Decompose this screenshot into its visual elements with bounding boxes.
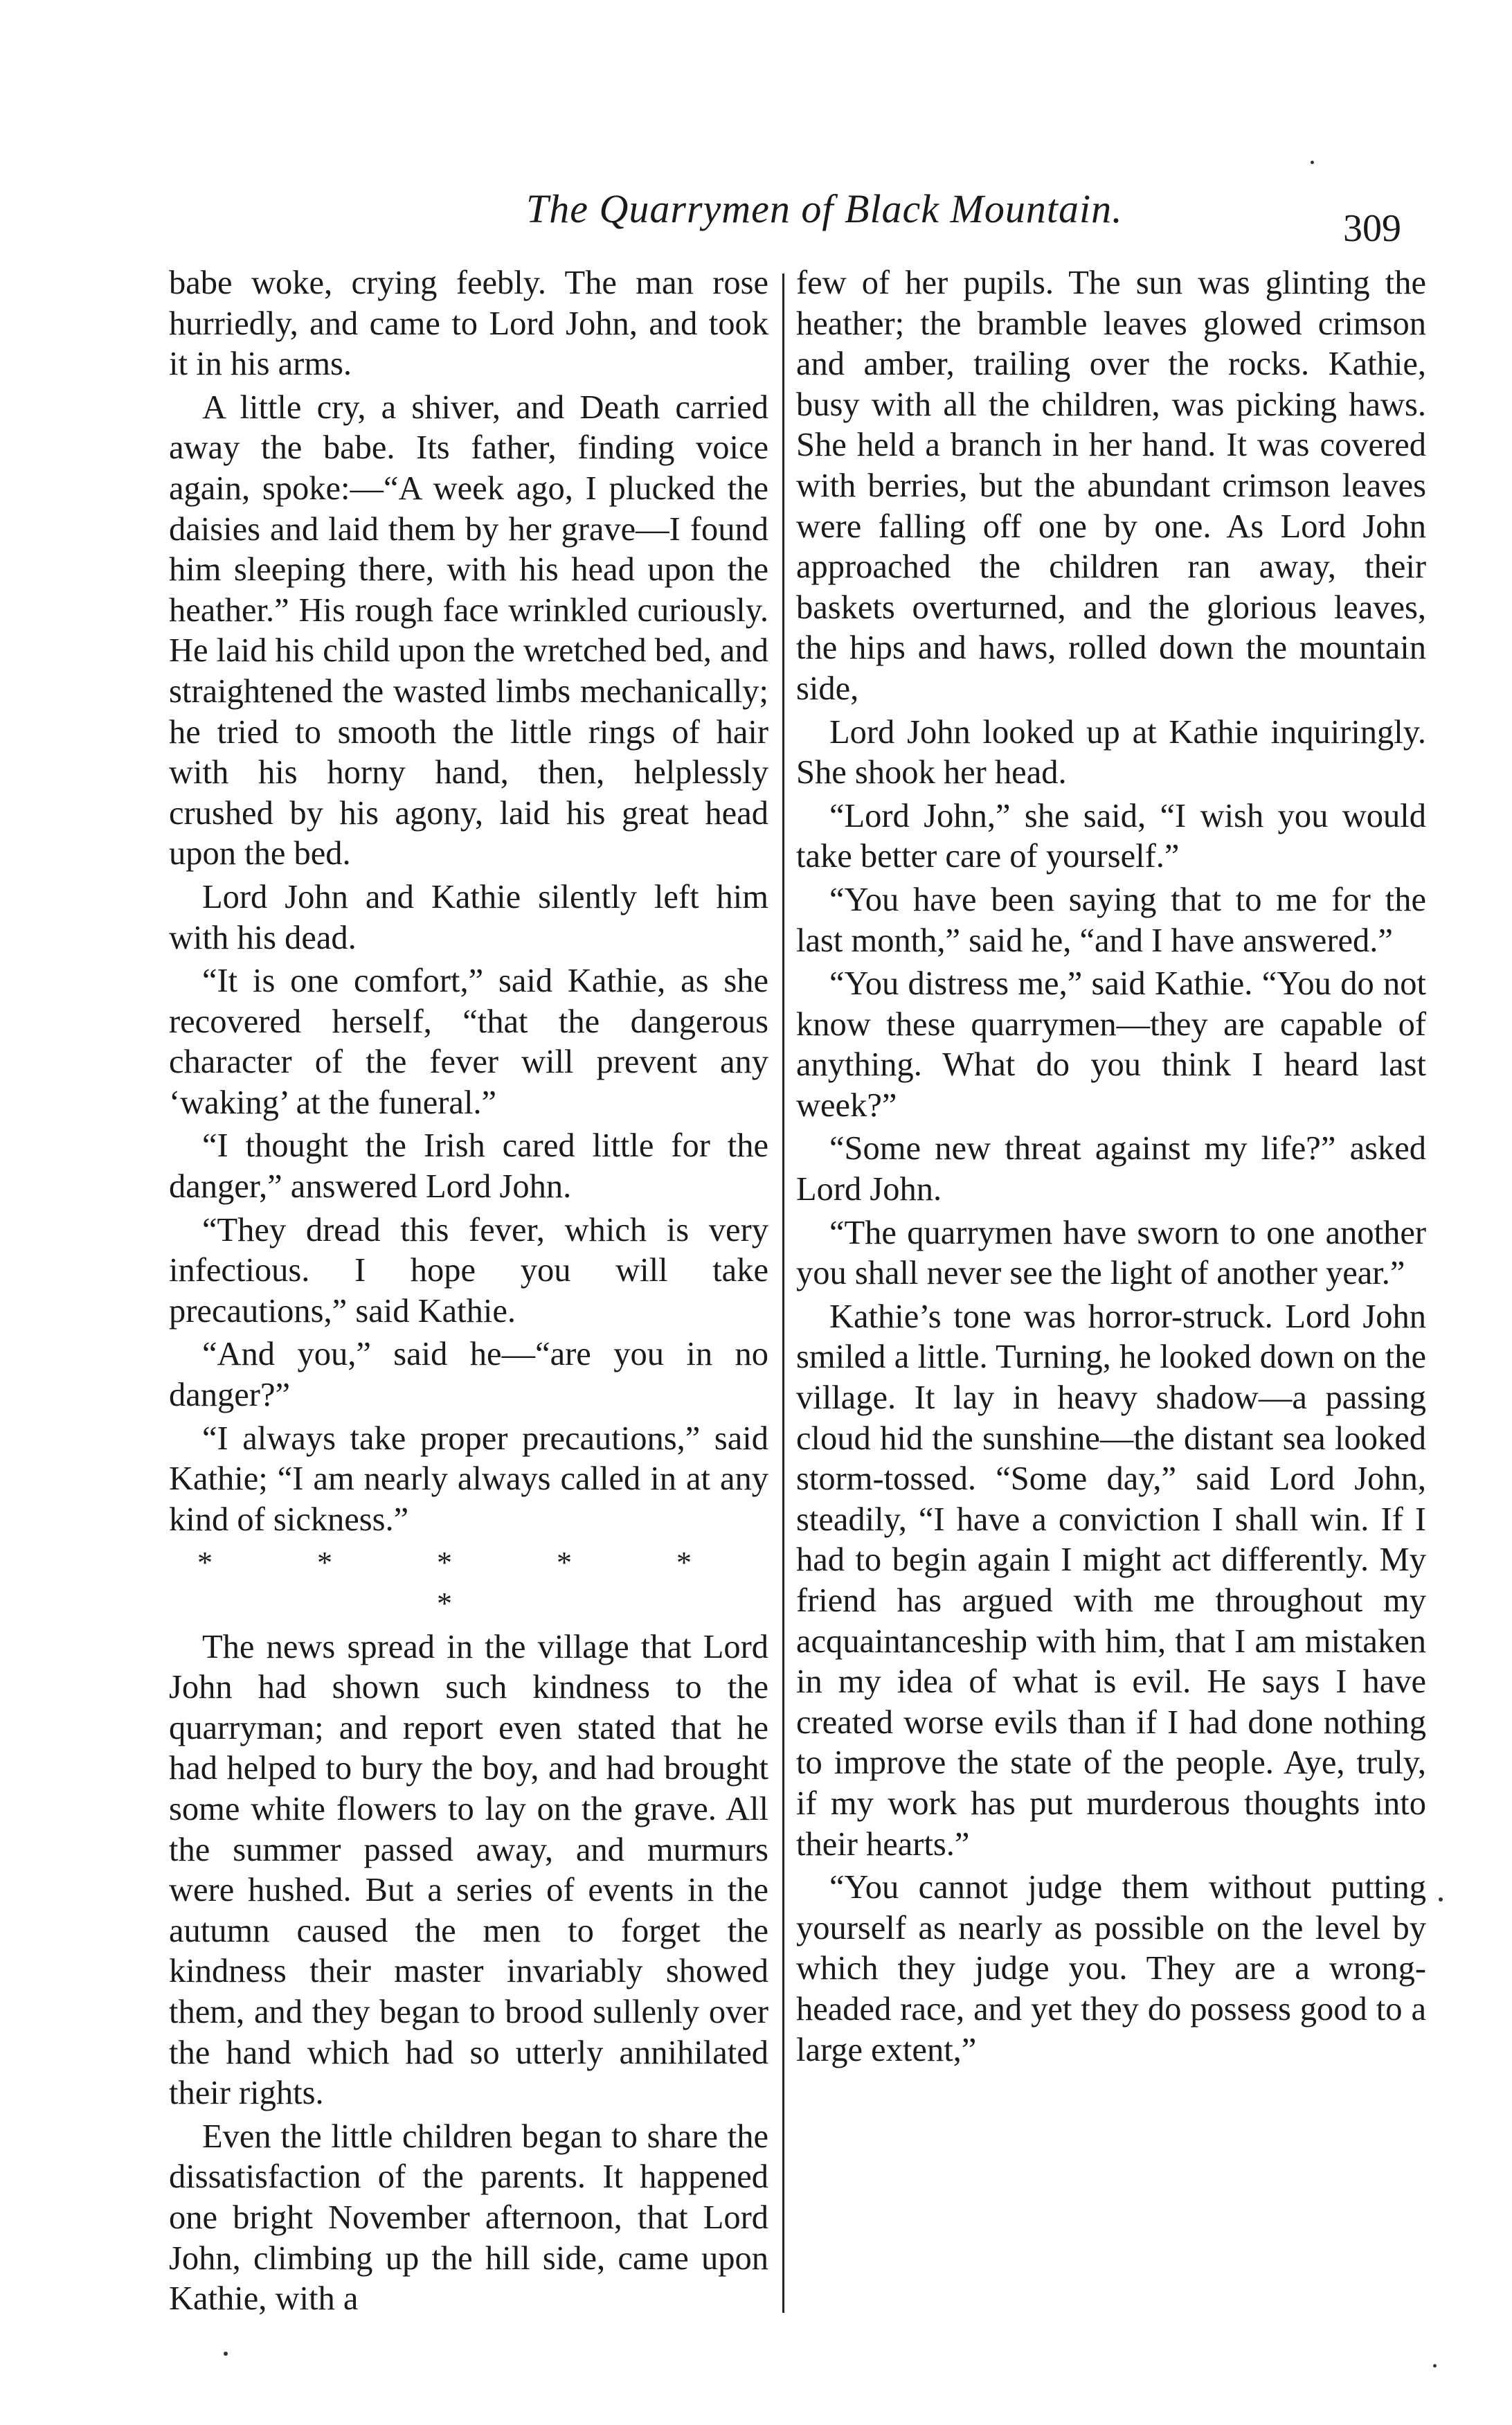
paragraph: “You cannot judge them without putting yourself as nearly as possible on the level by which they judge you. They are a wrong-headed race, and yet they do possess good to a large extent,”	[796, 1869, 1426, 2068]
paragraph: Even the little children began to share the dissatisfaction of the parents. It happened one bright November afternoon, that Lord John, climbing up the hill side, came upon Kathie, with a	[169, 2118, 768, 2318]
print-speck	[1433, 2364, 1437, 2368]
right-column	[796, 263, 1426, 2313]
paragraph: “They dread this fever, which is very infectious. I hope you will take precautions,” said Kathie.	[169, 1211, 768, 1330]
print-speck	[224, 2352, 228, 2356]
paragraph: “The quarrymen have sworn to one another you shall never see the light of another year.”	[796, 1214, 1426, 1292]
paragraph: “You have been saying that to me for the last month,” said he, “and I have answered.”	[796, 881, 1426, 959]
paragraph: babe woke, crying feebly. The man rose hurriedly, and came to Lord John, and took it in his arms.	[169, 265, 768, 383]
print-speck	[1311, 161, 1314, 164]
paragraph: few of her pupils. The sun was glinting the heather; the bramble leaves glowed crimson and amber, trailing over the rocks. Kathie, busy with all the children, was picking haws. She held a branch in her hand. It was covered with berries, but the abundant crimson leaves were falling off one by one. As Lord John approached the children ran away, their baskets overturned, and the glorious leaves, the hips and haws, rolled down the mountain side,	[796, 265, 1426, 707]
paragraph: Kathie’s tone was horror-struck. Lord John smiled a little. Turning, he looked down on the village. It lay in heavy shadow—a passing cloud hid the sunshine—the distant sea looked storm-tossed. “Some day,” said Lord John, steadily, “I have a conviction I shall win. If I had to begin again I might act differently. My friend has argued with me throughout my acquaintanceship with him, that I am mistaken in my idea of what is evil. He says I have created worse evils than if I had done nothing to improve the state of the people. Aye, truly, if my work has put murderous thoughts into their hearts.”	[796, 1298, 1426, 1863]
column-divider	[782, 274, 784, 2313]
paragraph: “I thought the Irish cared little for the danger,” answered Lord John.	[169, 1127, 768, 1206]
paragraph: “I always take proper precautions,” said Kathie; “I am nearly always called in at any kind of sickness.”	[169, 1420, 768, 1538]
paragraph: “And you,” said he—“are you in no danger?”	[169, 1336, 768, 1414]
paragraph: The news spread in the village that Lord John had shown such kindness to the quarryman; and report even stated that he had helped to bury the boy, and had brought some white flowers to lay on the grave. All the summer passed away, and murmurs were hushed. But a series of events in the autumn caused the men to forget the kindness their master invariably showed them, and they began to brood sullenly over the hand which had so utterly annihilated their rights.	[169, 1628, 768, 2112]
print-speck	[1439, 1897, 1443, 1901]
running-title: The Quarrymen of Black Mountain.	[526, 186, 1123, 231]
paragraph: Lord John looked up at Kathie inquiringly. She shook her head.	[796, 713, 1426, 791]
paragraph: “Some new threat against my life?” asked Lord John.	[796, 1130, 1426, 1208]
page-number: 309	[1343, 207, 1401, 250]
paragraph: “It is one comfort,” said Kathie, as she recovered herself, “that the dangerous character of the fever will prevent any ‘waking’ at the funeral.”	[169, 963, 768, 1121]
paragraph: “Lord John,” she said, “I wish you would take better care of yourself.”	[796, 797, 1426, 875]
page-header	[0, 186, 1512, 250]
paragraph: A little cry, a shiver, and Death carried away the babe. Its father, finding voice again, spoke:—“A week ago, I plucked the daisies and laid them by her grave—I found him sleeping there, with his head upon the heather.” His rough face wrinkled curiously. He laid his child upon the wretched bed, and straightened the wasted limbs mechanically; he tried to smooth the little rings of hair with his horny hand, then, helplessly crushed by his agony, laid his great head upon the bed.	[169, 388, 769, 873]
paragraph: “You distress me,” said Kathie. “You do not know these quarrymen—they are capable of anything. What do you think I heard last week?”	[796, 965, 1426, 1124]
left-column	[169, 263, 769, 2318]
paragraph: Lord John and Kathie silently left him with his dead.	[169, 878, 768, 956]
section-break-stars: * * * * * *	[197, 1546, 740, 1620]
